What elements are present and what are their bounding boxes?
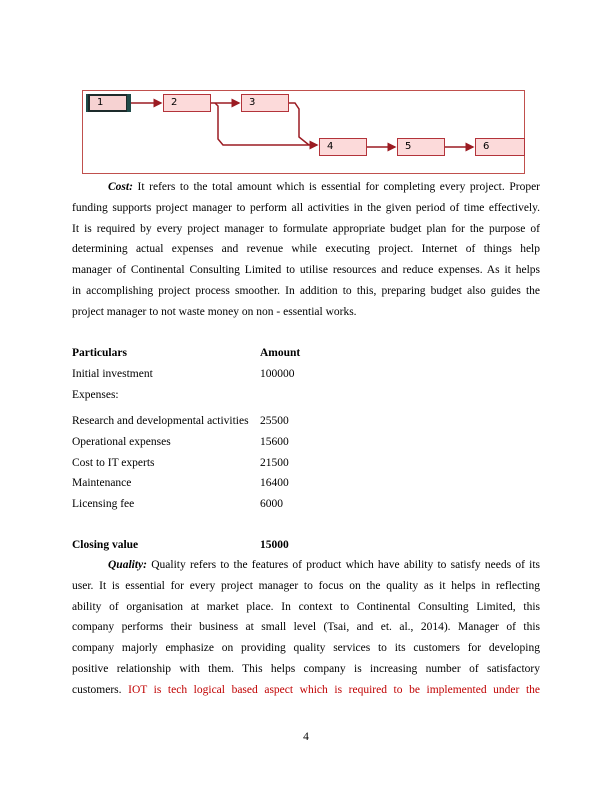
quality-line-2: user. It is essential for every project manager to focus on the quality as it helps in reflecting — [72, 579, 540, 592]
quality-line-7: customers. IOT is tech logical based aspect which is required to be implemented under the — [72, 683, 541, 696]
table-row: Licensing fee 6000 — [72, 498, 283, 510]
cost-line-2: funding supports project manager to perform all activities in the given period of time effectively. — [72, 201, 540, 214]
highlighted-text: IOT is tech logical based aspect which is required to be implemented under the — [128, 683, 541, 696]
quality-paragraph — [72, 555, 540, 701]
quality-line-1: Quality: Quality refers to the features of product which have ability to satisfy needs of its — [108, 559, 540, 571]
connector-3-4 — [289, 103, 309, 145]
cost-paragraph — [72, 177, 540, 323]
quality-line-3: ability of organisation at market place. In context to Continental Consulting Limited, this — [72, 600, 540, 613]
node-6[interactable]: 6 — [475, 138, 525, 156]
header-particulars: Particulars — [72, 347, 127, 359]
task-network-diagram — [82, 90, 525, 174]
node-5[interactable]: 5 — [397, 138, 445, 156]
cost-line-7: project manager to not waste money on non - essential works. — [72, 305, 357, 318]
table-row: Maintenance 16400 — [72, 477, 289, 489]
diagram-connectors — [83, 91, 526, 175]
cost-line-5: manager of Continental Consulting Limited to utilise resources and reduce expenses. As it helps — [72, 264, 540, 277]
header-amount: Amount — [260, 347, 301, 359]
node-3[interactable]: 3 — [241, 94, 289, 112]
cost-heading: Cost: — [108, 181, 133, 193]
table-row-initial — [72, 367, 295, 381]
table-row: Research and developmental activities 25500 — [72, 415, 289, 427]
node-2[interactable]: 2 — [163, 94, 211, 112]
cost-line-1: Cost: It refers to the total amount which is essential for completing every project. Proper — [108, 181, 540, 193]
table-row-closing: Closing value 15000 — [72, 539, 289, 551]
row-value: 100000 — [260, 368, 295, 380]
table-row: Cost to IT experts 21500 — [72, 457, 289, 469]
cost-line-3: It is required by every project manager to formulate appropriate budget plan for the purpose of — [72, 222, 540, 235]
row-label: Initial investment — [72, 368, 153, 380]
quality-line-4: company performs their business at small level (Tsai, and et. al., 2014). Manager of this — [72, 621, 540, 634]
quality-heading: Quality: — [108, 559, 147, 571]
expenses-label: Expenses: — [72, 389, 119, 401]
page-number: 4 — [303, 731, 309, 743]
quality-line-5: company majorly emphasize on providing quality services to its customers for developing — [72, 642, 540, 655]
table-header-row — [72, 346, 301, 360]
node-1-right-handle[interactable] — [127, 94, 131, 112]
node-4[interactable]: 4 — [319, 138, 367, 156]
cost-line-6: in accomplishing project process smoother. In addition to this, preparing budget also guides the — [72, 284, 540, 297]
quality-line-6: positive relationship with them. This helps company is increasing number of satisfactory — [72, 662, 540, 675]
node-1[interactable]: 1 — [88, 94, 128, 112]
cost-line-4: determining actual expenses and revenue while executing project. Internet of things help — [72, 243, 540, 256]
table-row: Operational expenses 15600 — [72, 436, 289, 448]
